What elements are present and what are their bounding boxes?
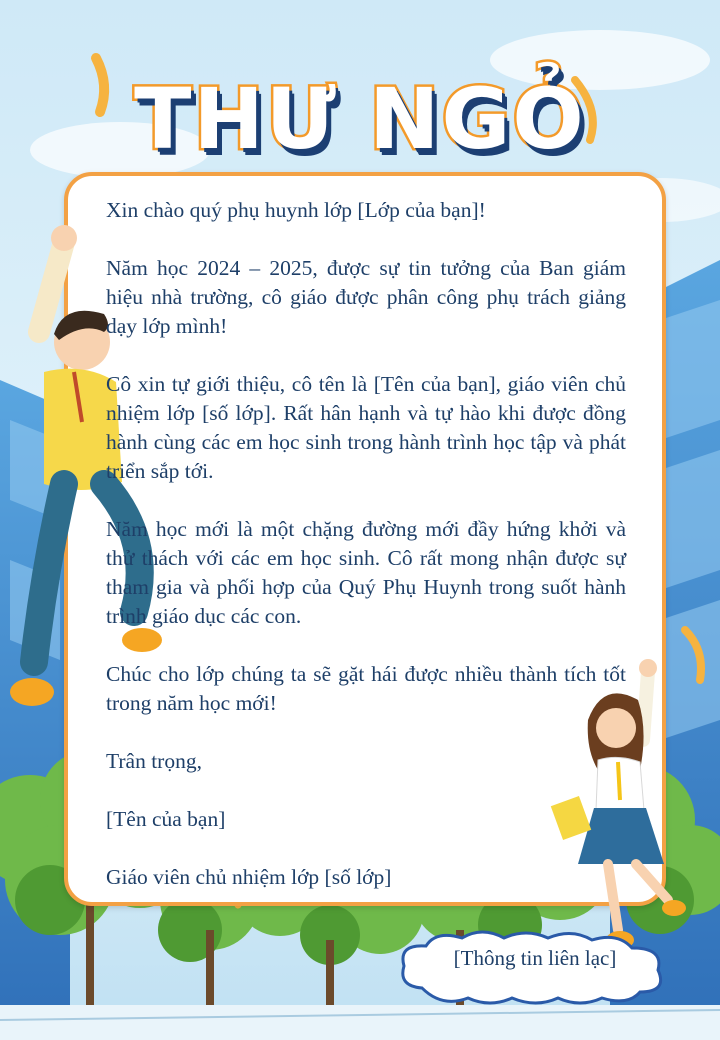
paragraph-2: Cô xin tự giới thiệu, cô tên là [Tên của bạn], giáo viên chủ nhiệm lớp [số lớp]. Rất hân hạnh và tự hào khi được đồng hành cùng các em học sinh trong hành trình học tập và phát triển sắp tới. bbox=[106, 372, 626, 483]
paragraph-4: Chúc cho lớp chúng ta sẽ gặt hái được nhiều thành tích tốt trong năm học mới! bbox=[106, 662, 626, 715]
paragraph-3: Năm học mới là một chặng đường mới đầy hứng khởi và thử thách với các em học sinh. Cô rất mong nhận được sự tham gia và phối hợp của Quý Phụ Huynh trong suốt hành trình giáo dục các con. bbox=[106, 517, 626, 628]
contact-info: [Thông tin liên lạc] bbox=[453, 946, 617, 970]
page-title: THƯ NGỎ bbox=[134, 70, 586, 168]
signature-role: Giáo viên chủ nhiệm lớp [số lớp] bbox=[106, 865, 392, 889]
closing: Trân trọng, bbox=[106, 749, 202, 773]
signature-name: [Tên của bạn] bbox=[106, 807, 226, 831]
paragraph-1: Năm học 2024 – 2025, được sự tin tưởng của Ban giám hiệu nhà trường, cô giáo được phân công phụ trách giảng dạy lớp mình! bbox=[106, 256, 626, 338]
greeting: Xin chào quý phụ huynh lớp [Lớp của bạn]! bbox=[106, 198, 486, 222]
